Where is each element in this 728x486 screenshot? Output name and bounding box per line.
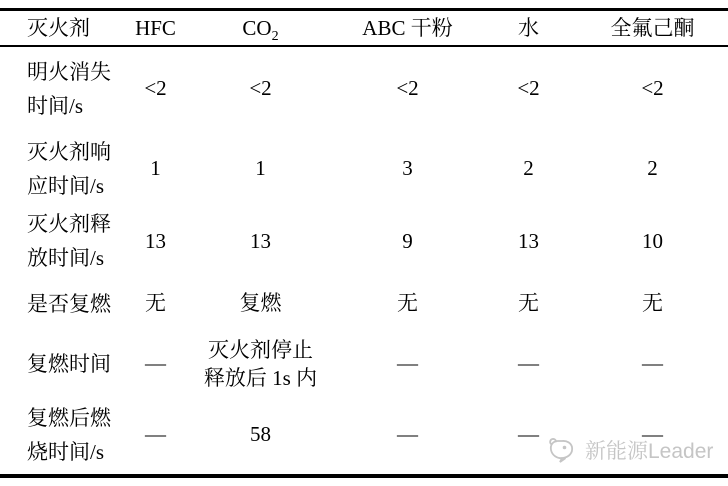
row-reignition-time <box>0 332 728 395</box>
cell-value: 复燃 <box>239 291 282 315</box>
cell-value: 58 <box>250 422 271 446</box>
cell-value: 2 <box>523 156 534 180</box>
cell-value: 9 <box>402 228 413 253</box>
row-label: 灭火剂响应时间/s <box>27 139 111 198</box>
cell-value: 13 <box>250 228 271 253</box>
row-reignition-occurred <box>0 275 728 332</box>
header-cell-water: 水 <box>518 15 539 40</box>
watermark <box>548 433 713 467</box>
watermark-text: 新能源Leader <box>585 440 714 463</box>
cell-value: — <box>397 422 418 446</box>
cell-value: — <box>642 351 663 375</box>
cell-value: <2 <box>641 76 664 100</box>
cell-value: 无 <box>145 291 166 315</box>
row-agent-release-time <box>0 207 728 275</box>
cell-value: — <box>518 422 539 446</box>
note-line-2: 释放后 1s 内 <box>203 365 318 390</box>
row-label: 复燃后燃烧时间/s <box>27 405 111 464</box>
header-cell-co2 <box>186 10 335 47</box>
header-cell-agent: 灭火剂 <box>27 16 90 40</box>
row-label: 复燃时间 <box>27 351 111 376</box>
cell-value: 无 <box>518 291 539 315</box>
cell-value: <2 <box>144 76 167 100</box>
header-cell-hfc: HFC <box>135 15 176 40</box>
note-line-1: 灭火剂停止 <box>208 337 313 362</box>
cell-value: — <box>397 351 418 375</box>
row-label: 是否复燃 <box>27 291 111 316</box>
co2-subscript: 2 <box>271 28 279 44</box>
wechat-account-icon <box>548 435 580 465</box>
cell-value: — <box>518 351 539 375</box>
row-label: 灭火剂释放时间/s <box>27 212 111 270</box>
cell-value: 10 <box>642 228 663 253</box>
cell-value: 无 <box>642 291 663 315</box>
header-cell-perfluorohexanone: 全氟己酮 <box>610 15 695 40</box>
co2-text: CO <box>242 15 272 40</box>
cell-value: 13 <box>145 228 166 253</box>
cell-value: <2 <box>249 76 272 100</box>
cell-value: — <box>145 422 166 446</box>
row-agent-response-time <box>0 130 728 207</box>
row-flame-disappear-time <box>0 46 728 130</box>
header-row <box>0 10 728 47</box>
cell-value: <2 <box>517 76 540 100</box>
extinguishing-agent-table <box>0 8 728 478</box>
comparison-table <box>0 8 728 478</box>
cell-value: 13 <box>518 228 539 253</box>
row-label: 明火消失时间/s <box>27 59 111 118</box>
cell-value: — <box>145 351 166 375</box>
cell-value: 1 <box>150 156 161 180</box>
cell-value: 3 <box>402 156 413 180</box>
cell-value: — <box>642 422 663 446</box>
cell-value: <2 <box>396 76 419 100</box>
cell-value-co2-note <box>186 332 335 395</box>
header-cell-abc-powder: ABC 干粉 <box>362 15 453 40</box>
cell-value: 无 <box>397 291 418 315</box>
cell-value: 1 <box>255 156 266 180</box>
cell-value: 2 <box>647 156 658 180</box>
